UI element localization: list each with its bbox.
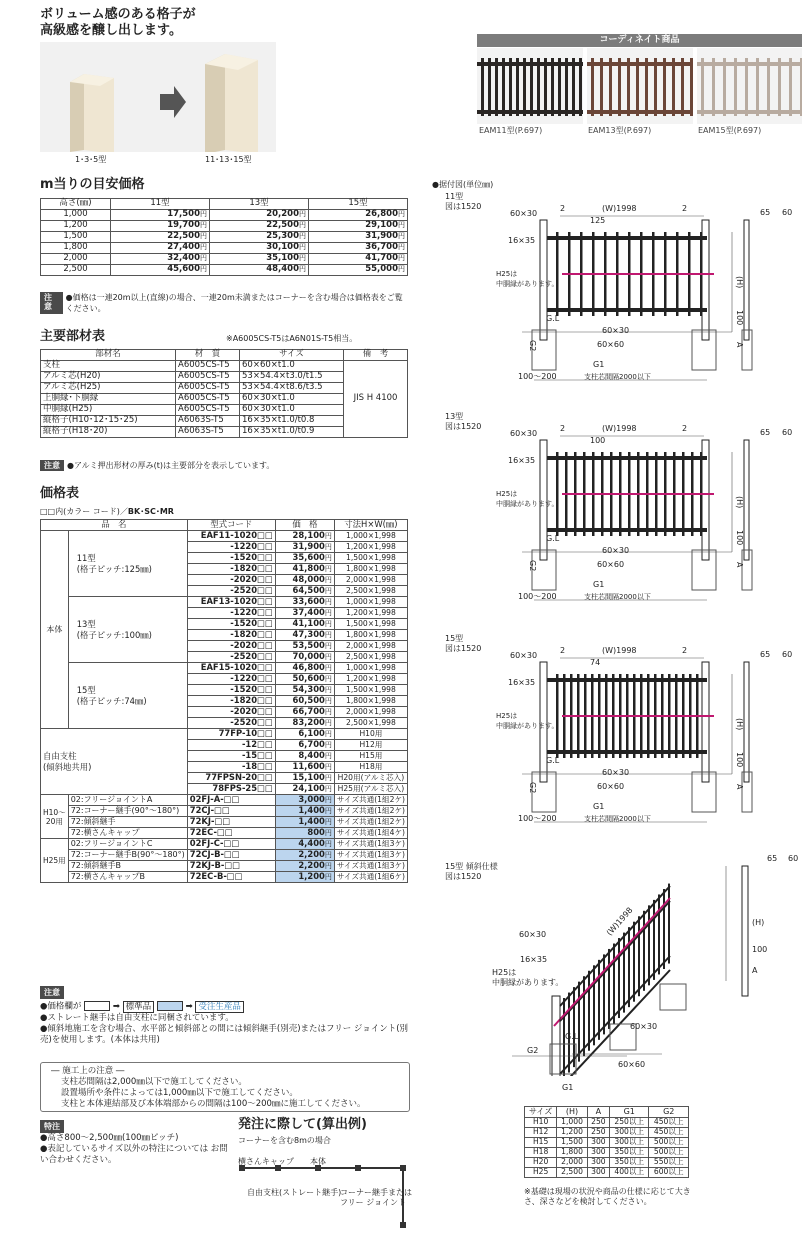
unit-price-note: 注意 ●価格は一連20m以上(直線)の場合、一連20m未満またはコーナーを含む場合は価格表をご覧ください。 [40,292,410,314]
drawing-15-slope [432,856,802,1076]
price-row: -2520□□ 83,200円 2,500×1,998 [41,718,408,729]
material-row: 支柱 A6005CS-T5 60×60×t1.0 JIS H 4100 [41,361,408,372]
post-row: 77FPSN-20□□ 15,100円 H20用(アルミ芯入) [41,773,408,784]
unit-price-row: 1,800 27,400円 30,100円 36,700円 [41,243,408,254]
unit-price-row: 1,200 19,700円 22,500円 29,100円 [41,221,408,232]
accessory-row: 72:傾斜継手 72KJ-□□ 1,400円 サイズ共通(1組2ケ) [41,817,408,828]
price-row: -1820□□ 60,500円 1,800×1,998 [41,696,408,707]
price-row: -2020□□ 53,500円 2,000×1,998 [41,641,408,652]
price-row: -2020□□ 48,000円 2,000×1,998 [41,575,408,586]
unit-price-row: 2,000 32,400円 35,100円 41,700円 [41,254,408,265]
post-row: -18□□ 11,600円 H18用 [41,762,408,773]
unit-price-row: 2,500 45,600円 48,400円 55,000円 [41,265,408,276]
accessory-row: H10〜20用 02:フリージョイントA 02FJ-A-□□ 3,000円 サイズ共通(1組2ケ) [41,795,408,806]
materials-table: 部材名 材 質 サイズ 備 考 支柱 A6005CS-T5 60×60×t1.0 JIS H 4100 アルミ芯(H20) A6005CS-T5 53×54.4×t3.0/t1.5 アルミ芯(H25) A6005CS-T5 53×54.4×t8.6/t3.5 上胴縁･下胴縁 A6005CS-T5 60×30×t1.0 中胴縁(H25) A6005CS-T5 60×30×t1.0 縦格子(H10･12･15･25) A6063S-T5 16×35×t1.0/t0.8 縦格子(H18･20) A6063S-T5 16×35×t1.0/t0.9 [40,349,408,438]
drawing-part [744,220,749,340]
drawing-13: 13型 図は1520 60×30 2 (W)1998 2 100 16×35 H25は 中胴縁があります。 (H) 100 A 65 60 G.L 60×30 G2 60×60 G1 100〜200 支柱芯間隔2000以下 [432,412,802,608]
coordinate-fence-images [477,48,802,124]
material-row: 中胴縁(H25) A6005CS-T5 60×30×t1.0 [41,405,408,416]
color-code-note: □□内(カラー コード)／BK･SC･MR [40,507,174,516]
price-row: 本体 11型 (格子ピッチ:125㎜) EAF11-1020□□ 28,100円 1,000×1,998 [41,531,408,542]
material-row: アルミ芯(H25) A6005CS-T5 53×54.4×t8.6/t3.5 [41,383,408,394]
post-row: -12□□ 6,700円 H12用 [41,740,408,751]
foundation-table: サイズ (H) A G1 G2 H10 1,000 250 250以上 450以上 H12 1,200 250 300以上 450以上 H15 1,500 300 300以上 500以上 H18 1,800 300 350以上 500以上 H20 2,000 300 350以上 550以上 H25 2,500 300 400以上 600以上 [524,1106,689,1178]
materials-title: 主要部材表 [40,329,106,344]
foundation-row: H25 2,500 300 400以上 600以上 [525,1168,689,1178]
post-row: 78FPS-25□□ 24,100円 H25用(アルミ芯入) [41,784,408,795]
unit-price-title: m当りの目安価格 [40,177,145,192]
coordinate-label-3: EAM15型(P.697) [698,126,762,135]
special-order-notes: 特注 ●高さ800〜2,500㎜(100㎜ピッチ) ●表記しているサイズ以外の特注については お問い合わせください。 [40,1122,228,1165]
construction-notes: ― 施工上の注意 ― 支柱芯間隔は2,000㎜以下で施工してください。 設置場所や条件によっては1,000㎜以下で施工してください。 支柱と本体連結部及び本体端部からの間隔は100〜200㎜に施工してください。 [40,1062,410,1112]
col-height: 高さ(㎜) [41,199,111,210]
materials-note: 注意 ●アルミ押出形材の厚み(t)は主要部分を表示しています。 [40,460,274,471]
unit-price-table [40,198,408,276]
drawing-part [556,232,559,316]
col-11: 11型 [111,199,210,210]
accessory-row: 72:横さんキャップ 72EC-□□ 800円 サイズ共通(1組4ケ) [41,828,408,839]
coordinate-banner: コーディネイト商品 [477,34,802,47]
post-row: -15□□ 8,400円 H15用 [41,751,408,762]
drawing-part [556,674,559,758]
accessory-row: 72:コーナー継手(90°〜180°) 72CJ-□□ 1,400円 サイズ共通(1組2ケ) [41,806,408,817]
price-row: -1820□□ 41,800円 1,800×1,998 [41,564,408,575]
foundation-row: H18 1,800 300 350以上 500以上 [525,1148,689,1158]
standard-box [84,1001,110,1011]
drawing-15: 15型 図は1520 60×30 2 (W)1998 2 74 16×35 H25は 中胴縁があります。 (H) 100 A 65 60 G.L 60×30 G2 60×60 G1 100〜200 支柱芯間隔2000以下 [432,634,802,830]
fence-elevation [432,192,802,388]
drawing-part [547,236,707,240]
foundation-note: ※基礎は現場の状況や商品の仕様に応じて大きさ、深さなどを検討してください。 [524,1187,691,1206]
drawing-11: 11型 図は1520 60×30 2 (W)1998 2 125 16×35 H25は 中胴縁があります。 (H) 100 A 65 60 G.L 60×30 G2 60×60 G1 100〜200 支柱芯間隔2000以下 [432,192,802,388]
post-label-large: 11･13･15型 [205,155,252,164]
price-table-title: 価格表 [40,486,80,501]
price-row: -2520□□ 64,500円 2,500×1,998 [41,586,408,597]
price-table: 品 名 型式コード 価 格 寸法H×W(㎜) 本体 11型 (格子ピッチ:125㎜) EAF11-1020□□ 28,100円 1,000×1,998 -1220□□ 31,900円 1,200×1,998 -1520□□ 35,600円 1,500×1,998 -1820□□ 41,800円 1,800×1,998 -2020□□ 48,000円 2,000×1,998 -2520□□ 64,500円 2,500×1,998 13型 (格子ピッチ:100㎜) EAF13-1020□□ 33,600円 1,000×1,998 -1220□□ 37,400円 1,200×1,998 -1520□□ 41,100円 1,500×1,998 -1820□□ 47,300円 1,800×1,998 -2020□□ 53,500円 2,000×1,998 -2520□□ 70,000円 2,500×1,998 15型 (格子ピッチ:74㎜) EAF15-1020□□ 46,800円 1,000×1,998 -1220□□ 50,600円 1,200×1,998 -1520□□ 54,300円 1,500×1,998 -1820□□ 60,500円 1,800×1,998 -2020□□ 66,700円 2,000×1,998 -2520□□ 83,200円 2,500×1,998 自由支柱 (傾斜地共用) 77FP-10□□ 6,100円 H10用 -12□□ 6,700円 H12用 -15□□ 8,400円 H15用 -18□□ 11,600円 H18用 77FPSN-20□□ 15,100円 H20用(アルミ芯入) 78FPS-25□□ 24,100円 H25用(アルミ芯入) H10〜20用 02:フリージョイントA 02FJ-A-□□ 3,000円 サイズ共通(1組2ケ) 72:コーナー継手(90°〜180°) 72CJ-□□ 1,400円 サイズ共通(1組2ケ) 72:傾斜継手 72KJ-□□ 1,400円 サイズ共通(1組2ケ) 72:横さんキャップ 72EC-□□ 800円 サイズ共通(1組4ケ) H25用 02:フリージョイントC 02FJ-C-□□ 4,400円 サイズ共通(1組3ケ) 72:コーナー継手B(90°〜180°) 72CJ-B-□□ 2,200円 サイズ共通(1組3ケ) 72:傾斜継手B 72KJ-B-□□ 2,200円 サイズ共通(1組3ケ) 72:横さんキャップB 72EC-B-□□ 1,200円 サイズ共通(1組6ケ) [40,519,408,883]
drawing-part [692,772,716,812]
drawing-part [556,452,559,536]
accessory-row: 72:横さんキャップB 72EC-B-□□ 1,200円 サイズ共通(1組6ケ) [41,872,408,883]
post-comparison-illustration [40,42,276,152]
materials-subnote: ※A6005CS-T5はA6N01S-T5相当。 [226,334,358,343]
post-label-small: 1･3･5型 [75,155,107,164]
col-13: 13型 [210,199,309,210]
unit-price-row: 1,000 17,500円 20,200円 26,800円 [41,210,408,221]
price-row: -1520□□ 35,600円 1,500×1,998 [41,553,408,564]
price-notes: 注意 ●価格欄が ➡ 標準品 ➡ 受注生産品 ●ストレート継手は自由支柱に同梱されています。 ●傾斜地施工を含む場合、水平部と傾斜部との間には傾斜継手(別売)またはフリー ジョイント(別売)を使用します。(本体は共用) [40,988,409,1045]
drawing-part [547,308,707,312]
col-15: 15型 [309,199,408,210]
unit-price-row: 1,500 22,500円 25,300円 31,900円 [41,232,408,243]
foundation-row: H12 1,200 250 300以上 450以上 [525,1128,689,1138]
drawing-part [692,330,716,370]
price-row: -1520□□ 54,300円 1,500×1,998 [41,685,408,696]
post-row: 自由支柱 (傾斜地共用) 77FP-10□□ 6,100円 H10用 [41,729,408,740]
fence-elevation [432,634,802,830]
price-row: -2520□□ 70,000円 2,500×1,998 [41,652,408,663]
foundation-row: H10 1,000 250 250以上 450以上 [525,1118,689,1128]
price-row: -2020□□ 66,700円 2,000×1,998 [41,707,408,718]
order-example-title: 発注に際して(算出例) [238,1117,367,1132]
coordinate-label-2: EAM13型(P.697) [588,126,652,135]
material-row: 縦格子(H18･20) A6063S-T5 16×35×t1.0/t0.9 [41,427,408,438]
drawing-part [744,662,749,782]
note-tag: 注意 [40,292,63,314]
drawings-title: ●据付図(単位㎜) [432,180,494,189]
post-image-panel [40,42,276,152]
accessory-row: 72:コーナー継手B(90°〜180°) 72CJ-B-□□ 2,200円 サイズ共通(1組3ケ) [41,850,408,861]
price-row: -1520□□ 41,100円 1,500×1,998 [41,619,408,630]
standard-label: 標準品 [123,1001,155,1013]
order-box [157,1001,183,1011]
price-row: -1220□□ 50,600円 1,200×1,998 [41,674,408,685]
price-row: -1220□□ 31,900円 1,200×1,998 [41,542,408,553]
price-row: -1820□□ 47,300円 1,800×1,998 [41,630,408,641]
material-row: 上胴縁･下胴縁 A6005CS-T5 60×30×t1.0 [41,394,408,405]
material-row: アルミ芯(H20) A6005CS-T5 53×54.4×t3.0/t1.5 [41,372,408,383]
order-example-sub: コーナーを含む8mの場合 [238,1136,331,1145]
accessory-row: H25用 02:フリージョイントC 02FJ-C-□□ 4,400円 サイズ共通(1組3ケ) [41,839,408,850]
price-row: -1220□□ 37,400円 1,200×1,998 [41,608,408,619]
drawing-part [692,550,716,590]
order-label: 受注生産品 [195,1001,244,1013]
page-heading: ボリューム感のある格子が 高級感を醸し出します。 [40,7,196,38]
foundation-row: H15 1,500 300 300以上 500以上 [525,1138,689,1148]
price-row: 13型 (格子ピッチ:100㎜) EAF13-1020□□ 33,600円 1,000×1,998 [41,597,408,608]
drawing-part [744,440,749,560]
coordinate-label-1: EAM11型(P.697) [479,126,543,135]
svg-text:(W)1998: (W)1998 [604,905,635,938]
fence-elevation [432,412,802,608]
foundation-row: H20 2,000 300 350以上 550以上 [525,1158,689,1168]
material-row: 縦格子(H10･12･15･25) A6063S-T5 16×35×t1.0/t0.8 [41,416,408,427]
price-row: 15型 (格子ピッチ:74㎜) EAF15-1020□□ 46,800円 1,000×1,998 [41,663,408,674]
accessory-row: 72:傾斜継手B 72KJ-B-□□ 2,200円 サイズ共通(1組3ケ) [41,861,408,872]
